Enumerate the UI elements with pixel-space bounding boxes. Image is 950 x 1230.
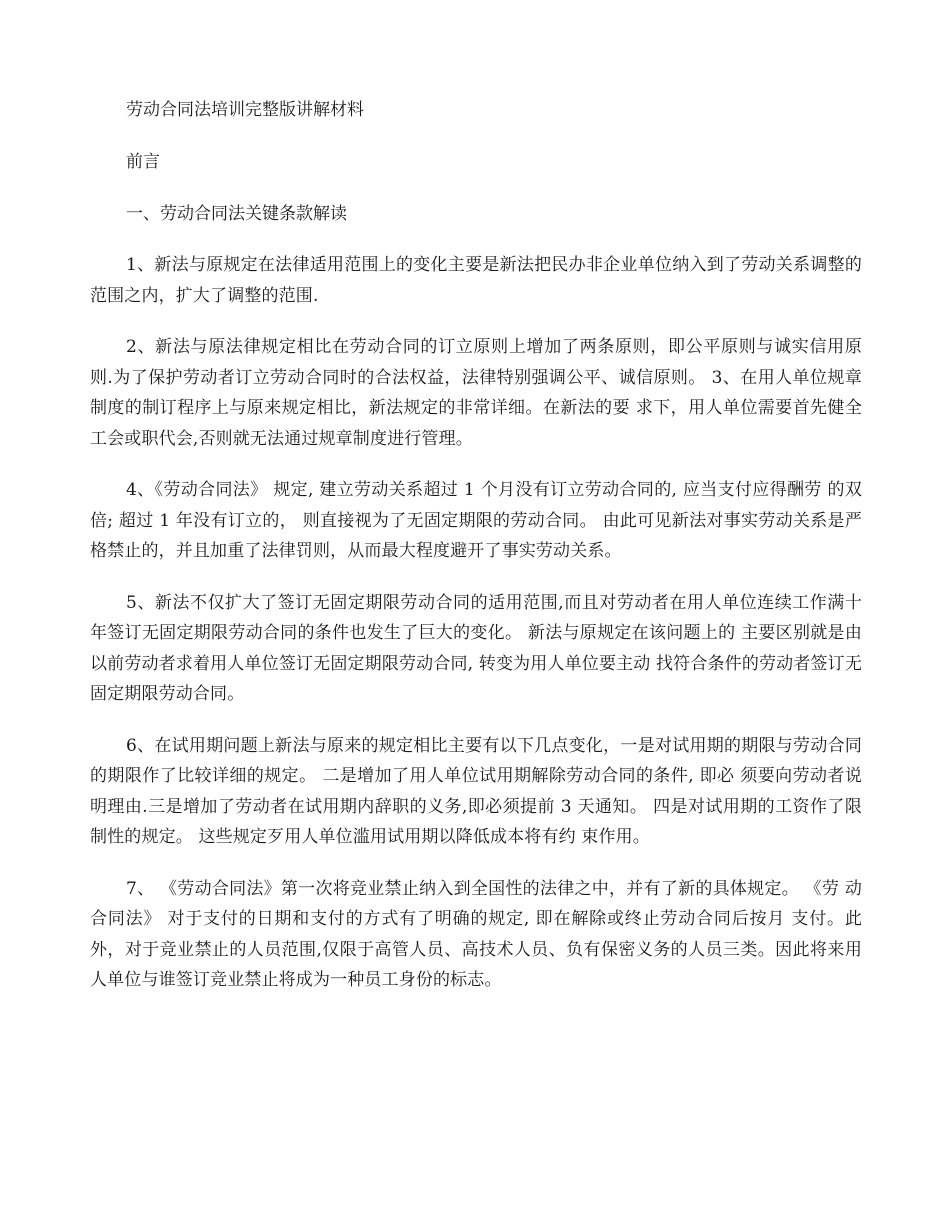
paragraph-1: 1、新法与原规定在法律适用范围上的变化主要是新法把民办非企业单位纳入到了劳动关系调整的范围之内，扩大了调整的范围. [90, 255, 862, 306]
section-heading: 一、劳动合同法关键条款解读 [126, 204, 347, 224]
document-title: 劳动合同法培训完整版讲解材料 [126, 100, 364, 120]
paragraph-5: 5、新法不仅扩大了签订无固定期限劳动合同的适用范围,而且对劳动者在用人单位连续工作满十年签订无固定期限劳动合同的条件也发生了巨大的变化。 新法与原规定在该问题上的 主要区别就是由以前劳动者求着用人单位签订无固定期限劳动合同, 转变为用人单位要主动 找符合条件的劳动者签订无固定期限劳动合同。 [90, 592, 862, 704]
preface-heading: 前言 [126, 152, 160, 172]
paragraph-6: 6、在试用期问题上新法与原来的规定相比主要有以下几点变化，一是对试用期的期限与劳动合同的期限作了比较详细的规定。 二是增加了用人单位试用期解除劳动合同的条件, 即必 须要向劳动者说明理由.三是增加了劳动者在试用期内辞职的义务,即必须提前 3 天通知。 四是对试用期的工资作了限制性的规定。 这些规定歹用人单位滥用试用期以降低成本将有约 束作用。 [90, 735, 862, 847]
paragraph-2: 2、新法与原法律规定相比在劳动合同的订立原则上增加了两条原则，即公平原则与诚实信用原则.为了保护劳动者订立劳动合同时的合法权益，法律特别强调公平、诚信原则。 3、在用人单位规章制度的制订程序上与原来规定相比，新法规定的非常详细。在新法的要 求下，用人单位需要首先健全工会或职代会,否则就无法通过规章制度进行管理。 [90, 337, 862, 449]
document-page [90, 96, 862, 1017]
paragraph-4: 4、《劳动合同法》 规定, 建立劳动关系超过 1 个月没有订立劳动合同的, 应当支付应得酬劳 的双倍; 超过 1 年没有订立的， 则直接视为了无固定期限的劳动合同。 由此可见新法对事实劳动关系是严格禁止的，并且加重了法律罚则，从而最大程度避开了事实劳动关系。 [90, 480, 862, 561]
paragraph-7: 7、 《劳动合同法》第一次将竞业禁止纳入到全国性的法律之中，并有了新的具体规定。 《劳 动合同法》 对于支付的日期和支付的方式有了明确的规定, 即在解除或终止劳动合同后按月 支付。此外，对于竞业禁止的人员范围,仅限于高管人员、高技术人员、负有保密义务的人员三类。因此将来用人单位与谁签订竞业禁止将成为一种员工身份的标志。 [90, 878, 862, 990]
